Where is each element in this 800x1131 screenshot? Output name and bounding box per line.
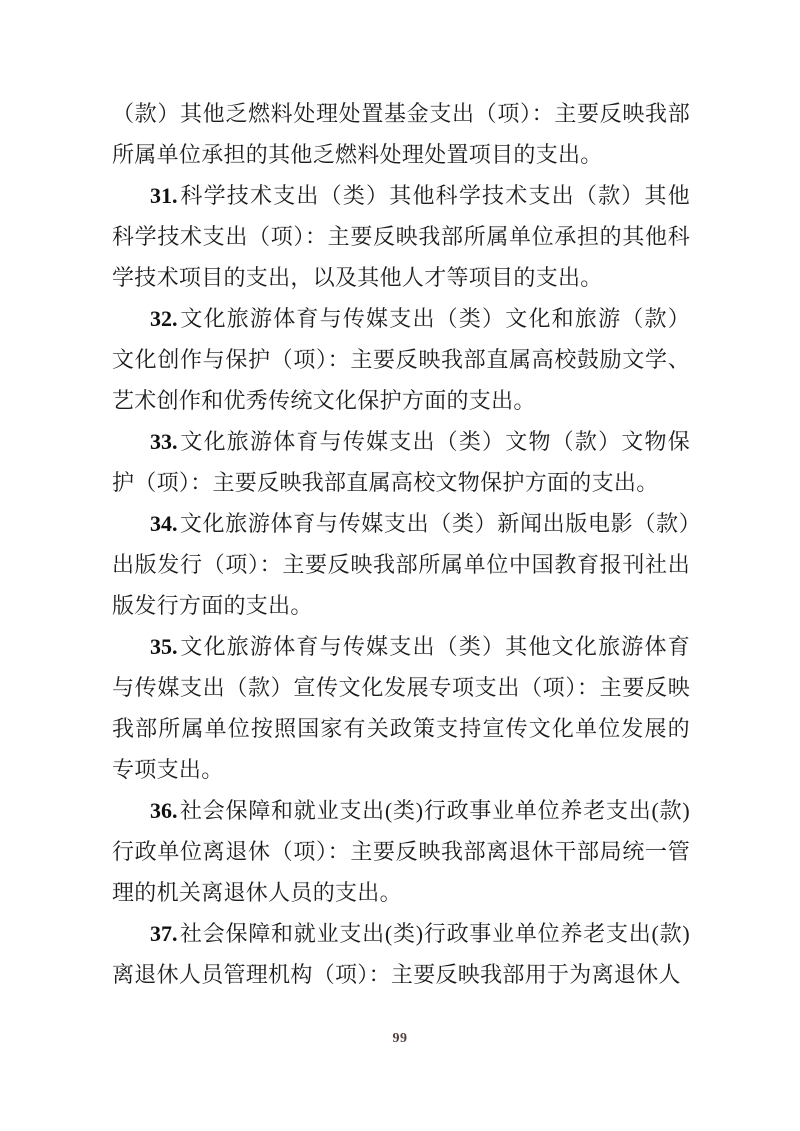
paragraph-continuation xyxy=(112,93,690,175)
item-number: 37. xyxy=(150,921,178,946)
item-number: 35. xyxy=(150,634,178,659)
paragraph-item-34 xyxy=(112,503,690,626)
paragraph-text: 文化旅游体育与传媒支出（类）其他文化旅游体育与传媒支出（款）宣传文化发展专项支出（项）：主要反映我部所属单位按照国家有关政策支持宣传文化单位发展的专项支出。 xyxy=(112,634,690,782)
paragraph-item-36 xyxy=(112,790,690,913)
paragraph-text: 科学技术支出（类）其他科学技术支出（款）其他科学技术支出（项）：主要反映我部所属单位承担的其他科学技术项目的支出，以及其他人才等项目的支出。 xyxy=(112,183,690,290)
item-number: 32. xyxy=(150,306,178,331)
paragraph-text: 文化旅游体育与传媒支出（类）新闻出版电影（款）出版发行（项）：主要反映我部所属单位中国教育报刊社出版发行方面的支出。 xyxy=(112,511,690,618)
paragraph-item-33 xyxy=(112,421,690,503)
item-number: 31. xyxy=(150,183,178,208)
item-number: 36. xyxy=(150,798,178,823)
paragraph-text: 社会保障和就业支出(类)行政事业单位养老支出(款)行政单位离退休（项）：主要反映我部离退休干部局统一管理的机关离退休人员的支出。 xyxy=(112,798,690,905)
paragraph-text: （款）其他乏燃料处理处置基金支出（项）：主要反映我部所属单位承担的其他乏燃料处理处置项目的支出。 xyxy=(112,101,690,167)
document-body xyxy=(112,93,690,995)
paragraph-item-37 xyxy=(112,913,690,995)
page-number: 99 xyxy=(392,1031,408,1046)
paragraph-text: 社会保障和就业支出(类)行政事业单位养老支出(款)离退休人员管理机构（项）：主要反映我部用于为离退休人 xyxy=(112,921,690,987)
item-number: 33. xyxy=(150,429,178,454)
paragraph-item-31 xyxy=(112,175,690,298)
item-number: 34. xyxy=(150,511,178,536)
paragraph-text: 文化旅游体育与传媒支出（类）文物（款）文物保护（项）：主要反映我部直属高校文物保护方面的支出。 xyxy=(112,429,690,495)
paragraph-text: 文化旅游体育与传媒支出（类）文化和旅游（款）文化创作与保护（项）：主要反映我部直属高校鼓励文学、艺术创作和优秀传统文化保护方面的支出。 xyxy=(112,306,690,413)
paragraph-item-35 xyxy=(112,626,690,790)
paragraph-item-32 xyxy=(112,298,690,421)
